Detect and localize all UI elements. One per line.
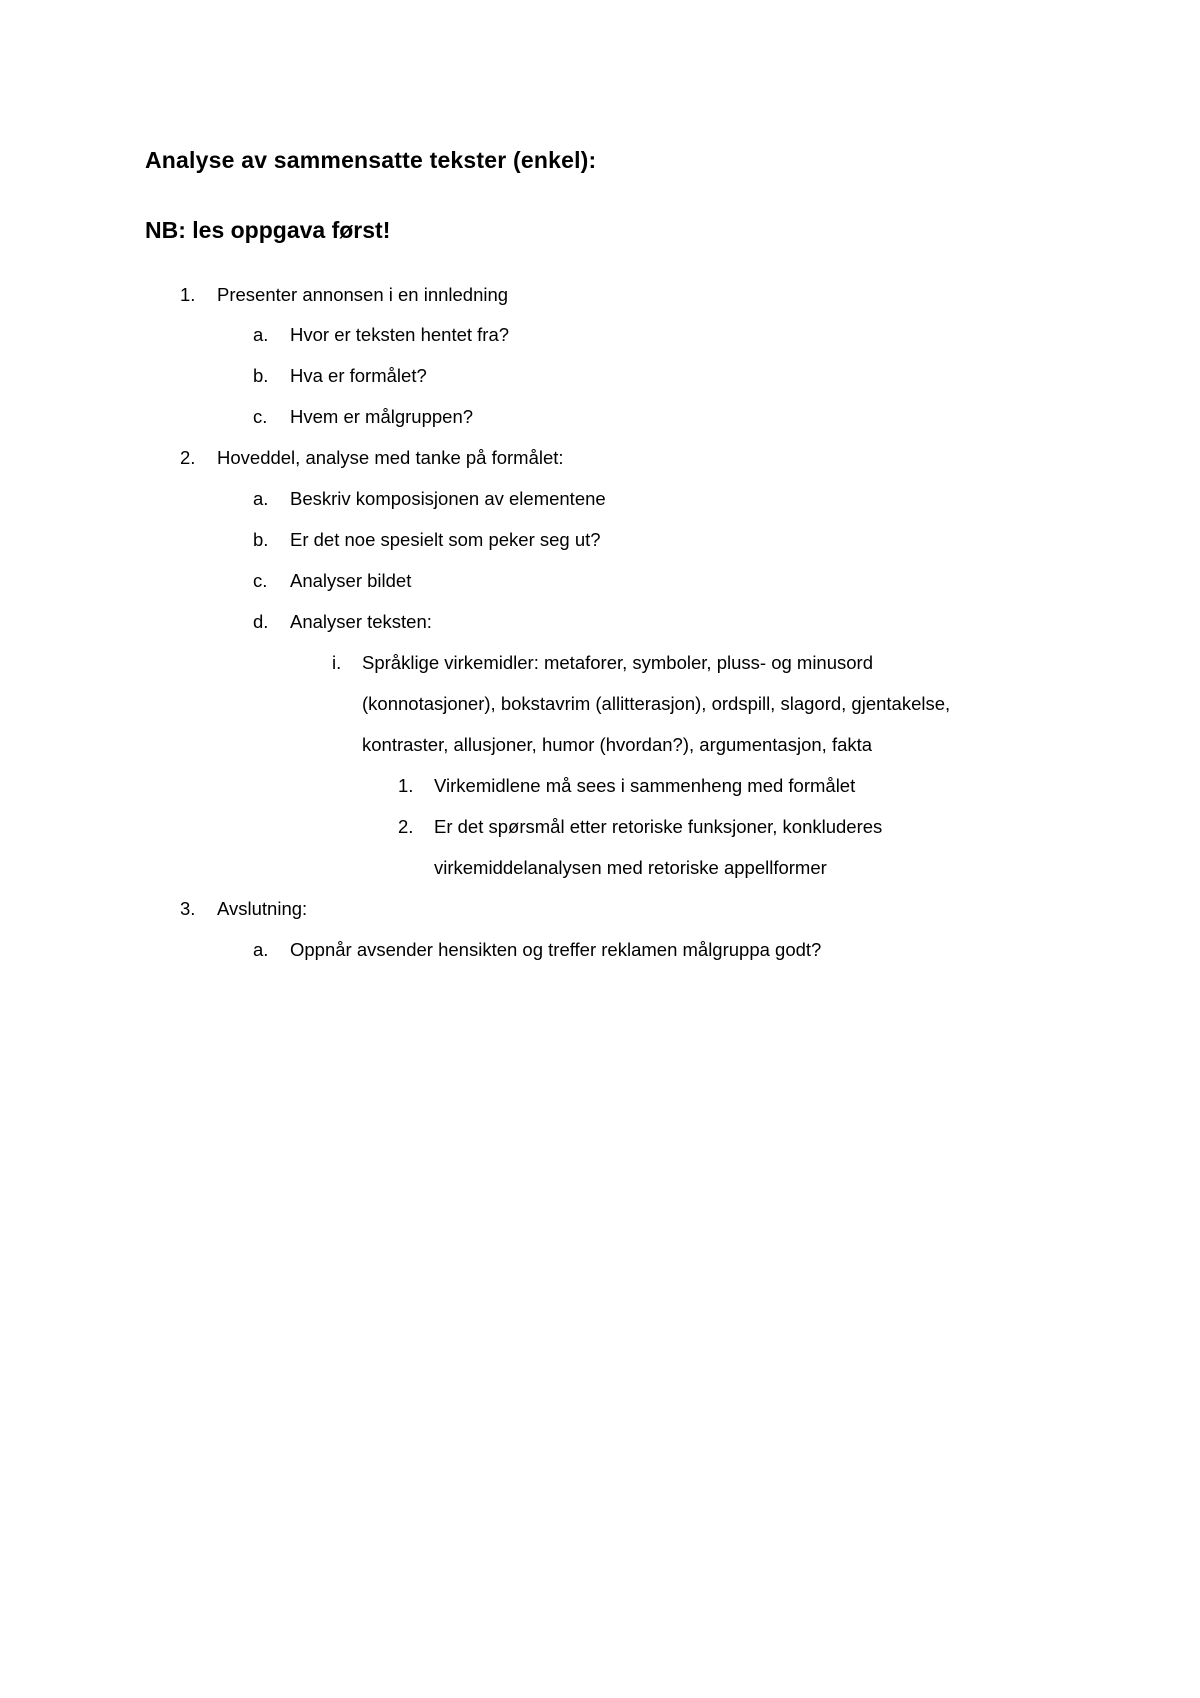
list-item: Beskriv komposisjonen av elementene: [290, 488, 606, 509]
list-item: Hvor er teksten hentet fra?: [290, 324, 510, 345]
list-item: Hoveddel, analyse med tanke på formålet:: [217, 447, 564, 468]
list-item-continuation: (konnotasjoner), bokstavrim (allitterasjon), ordspill, slagord, gjentakelse,: [362, 693, 951, 714]
list-marker: d.: [253, 611, 269, 632]
list-marker: 2.: [180, 447, 196, 468]
list-item: Er det noe spesielt som peker seg ut?: [290, 529, 601, 550]
list-item-continuation: virkemiddelanalysen med retoriske appellformer: [434, 857, 827, 878]
list-marker: b.: [253, 365, 269, 386]
list-item: Språklige virkemidler: metaforer, symboler, pluss- og minusord: [362, 652, 873, 673]
list-marker: c.: [253, 406, 268, 427]
list-item: Presenter annonsen i en innledning: [217, 284, 509, 305]
list-item: Oppnår avsender hensikten og treffer reklamen målgruppa godt?: [290, 939, 822, 960]
list-marker: 2.: [398, 816, 414, 837]
list-item: Analyser teksten:: [290, 611, 432, 632]
list-marker: c.: [253, 570, 268, 591]
list-marker: a.: [253, 324, 269, 345]
document-title: Analyse av sammensatte tekster (enkel):: [145, 147, 597, 173]
list-item-continuation: kontraster, allusjoner, humor (hvordan?), argumentasjon, fakta: [362, 734, 873, 755]
list-item: Virkemidlene må sees i sammenheng med formålet: [434, 775, 856, 796]
list-marker: 1.: [180, 284, 196, 305]
list-item: Avslutning:: [217, 898, 308, 919]
list-item: Hvem er målgruppen?: [290, 406, 474, 427]
list-marker: 3.: [180, 898, 196, 919]
list-marker: 1.: [398, 775, 414, 796]
list-marker: a.: [253, 939, 269, 960]
list-item: Hva er formålet?: [290, 365, 427, 386]
list-marker: a.: [253, 488, 269, 509]
list-item: Er det spørsmål etter retoriske funksjoner, konkluderes: [434, 816, 883, 837]
document-note: NB: les oppgava først!: [145, 217, 391, 243]
list-marker: b.: [253, 529, 269, 550]
list-item: Analyser bildet: [290, 570, 412, 591]
list-marker: i.: [332, 652, 342, 673]
